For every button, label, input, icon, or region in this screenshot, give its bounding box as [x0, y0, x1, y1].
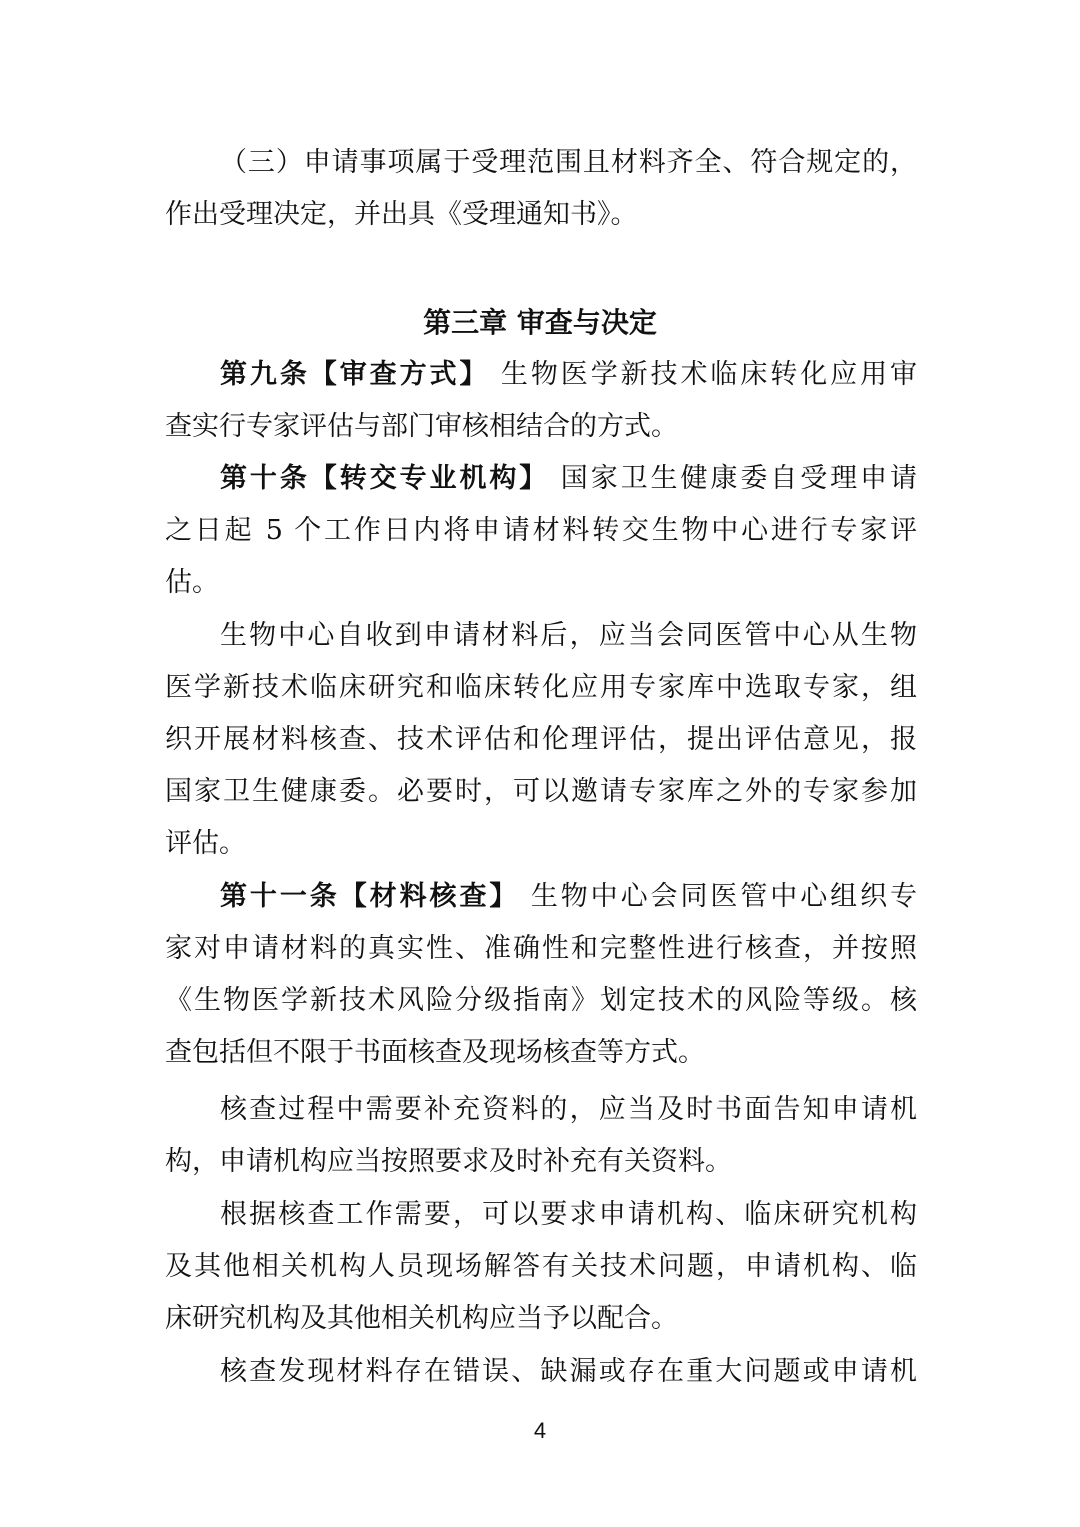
text-line: 估。: [165, 567, 219, 598]
text-line: 《生物医学新技术风险分级指南》划定技术的风险等级。核: [165, 985, 917, 1016]
chapter-title: 第三章 审查与决定: [423, 306, 657, 339]
text-line: 及其他相关机构人员现场解答有关技术问题，申请机构、临: [165, 1251, 917, 1282]
text-line: 评估。: [165, 828, 246, 859]
text-line: 国家卫生健康委。必要时，可以邀请专家库之外的专家参加: [165, 776, 917, 807]
article-title: 第十条【转交专业机构】: [220, 463, 550, 494]
text-line: 生物中心自收到申请材料后，应当会同医管中心从生物: [220, 620, 917, 651]
text-line: 根据核查工作需要，可以要求申请机构、临床研究机构: [220, 1199, 917, 1230]
text-line: 查包括但不限于书面核查及现场核查等方式。: [165, 1037, 705, 1068]
article-heading-line: 第九条【审查方式】 生物医学新技术临床转化应用审: [220, 359, 918, 390]
article-heading-line: 第十一条【材料核查】 生物中心会同医管中心组织专: [220, 881, 917, 912]
text-line: 作出受理决定，并出具《受理通知书》。: [165, 199, 638, 230]
article-title: 第九条【审查方式】: [220, 359, 490, 390]
text-line: 之日起 5 个工作日内将申请材料转交生物中心进行专家评: [165, 515, 917, 546]
text-line: 织开展材料核查、技术评估和伦理评估，提出评估意见，报: [165, 724, 917, 755]
article-heading-line: 第十条【转交专业机构】 国家卫生健康委自受理申请: [220, 463, 918, 494]
text-line: 医学新技术临床研究和临床转化应用专家库中选取专家，组: [165, 672, 917, 703]
article-title: 第十一条【材料核查】: [220, 881, 520, 912]
text-line: 构，申请机构应当按照要求及时补充有关资料。: [165, 1146, 732, 1177]
text-line: 核查过程中需要补充资料的，应当及时书面告知申请机: [220, 1094, 917, 1125]
text-line: （三）申请事项属于受理范围且材料齐全、符合规定的，: [220, 147, 917, 178]
text-line: 家对申请材料的真实性、准确性和完整性进行核查，并按照: [165, 933, 917, 964]
page-number: 4: [533, 1418, 547, 1443]
text-line: 查实行专家评估与部门审核相结合的方式。: [165, 411, 678, 442]
text-line: 核查发现材料存在错误、缺漏或存在重大问题或申请机: [220, 1356, 917, 1387]
text-line: 床研究机构及其他相关机构应当予以配合。: [165, 1303, 678, 1334]
